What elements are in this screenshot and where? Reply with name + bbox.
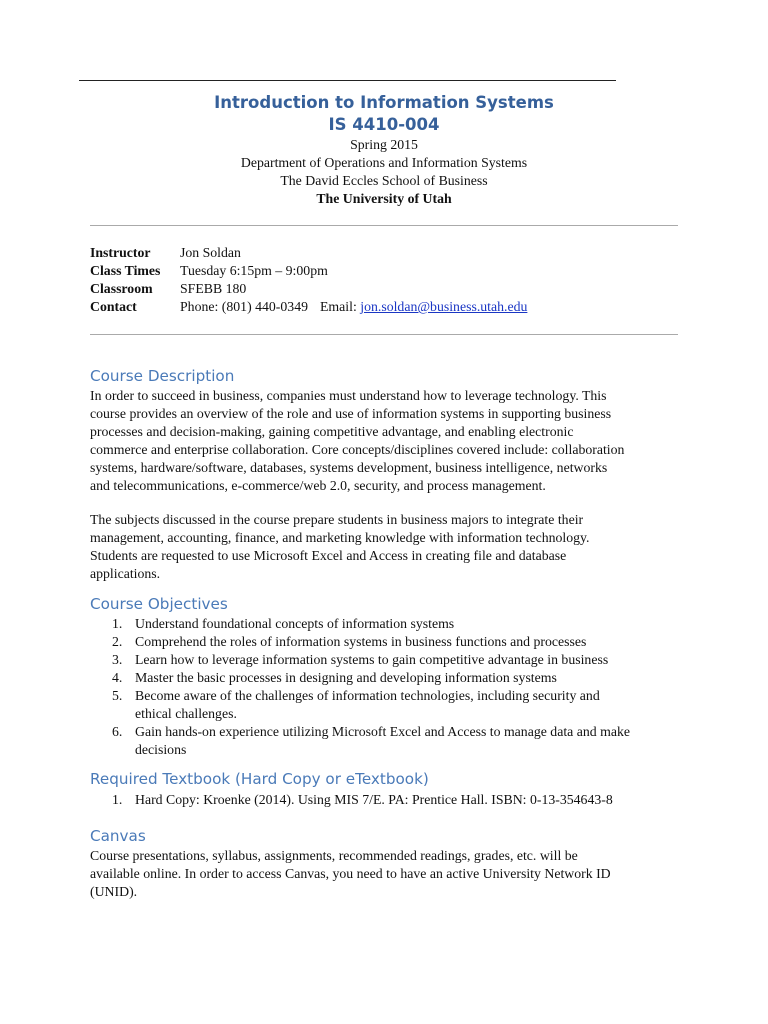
course-objectives-list — [90, 615, 630, 759]
objective-number: 4. — [112, 670, 123, 685]
course-title: Introduction to Information Systems — [214, 93, 554, 112]
text-line: commerce and enterprise collaboration. Core concepts/disciplines covered include: collaboration — [90, 442, 625, 457]
objective-text: Learn how to leverage information systems to gain competitive advantage in business — [135, 652, 609, 667]
textbook-item — [90, 791, 613, 809]
objective-text: ethical challenges. — [135, 706, 237, 721]
text-line: The subjects discussed in the course prepare students in business majors to integrate their — [90, 512, 584, 527]
info-divider — [90, 334, 678, 335]
info-row-contact — [90, 298, 527, 316]
term: Spring 2015 — [350, 137, 418, 152]
school: The David Eccles School of Business — [280, 173, 488, 188]
info-row-classroom — [90, 280, 527, 298]
university: The University of Utah — [316, 191, 452, 206]
canvas-paragraph — [90, 847, 611, 901]
department: Department of Operations and Information Systems — [240, 155, 528, 170]
text-line: applications. — [90, 566, 161, 581]
classroom-label: Classroom — [90, 281, 153, 296]
canvas-heading: Canvas — [90, 827, 146, 845]
text-line: Students are requested to use Microsoft Excel and Access in creating file and database — [90, 548, 567, 563]
class-times-label: Class Times — [90, 263, 161, 278]
course-description-heading: Course Description — [90, 367, 235, 385]
text-line: In order to succeed in business, companies must understand how to leverage technology. This — [90, 388, 607, 403]
objective-number: 3. — [112, 652, 123, 667]
objective-text: Gain hands-on experience utilizing Microsoft Excel and Access to manage data and make — [135, 724, 630, 739]
text-line: course provides an overview of the role and use of information systems in supporting business — [90, 406, 612, 421]
syllabus-header — [90, 92, 678, 208]
text-line: systems, hardware/software, databases, systems development, business intelligence, networks — [90, 460, 608, 475]
email-label: Email: — [320, 299, 357, 314]
info-row-class-times — [90, 262, 527, 280]
top-rule — [79, 80, 616, 81]
objective-item — [90, 723, 630, 759]
objective-item — [90, 687, 630, 723]
textbook-heading: Required Textbook (Hard Copy or eTextbook) — [90, 770, 429, 788]
textbook-number: 1. — [112, 792, 123, 807]
objective-number: 6. — [112, 724, 123, 739]
objective-item — [90, 669, 630, 687]
text-line: management, accounting, finance, and marketing knowledge with information technology. — [90, 530, 590, 545]
course-objectives-heading: Course Objectives — [90, 595, 228, 613]
header-divider — [90, 225, 678, 226]
course-description-paragraph-1 — [90, 387, 624, 495]
objective-number: 1. — [112, 616, 123, 631]
objective-text: Comprehend the roles of information systems in business functions and processes — [135, 634, 587, 649]
course-description-paragraph-2 — [90, 511, 589, 583]
instructor-label: Instructor — [90, 245, 151, 260]
text-line: processes and decision-making, gaining competitive advantage, and enabling electronic — [90, 424, 574, 439]
text-line: Course presentations, syllabus, assignments, recommended readings, grades, etc. will be — [90, 848, 578, 863]
objective-item — [90, 651, 630, 669]
course-code: IS 4410-004 — [328, 115, 440, 134]
text-line: (UNID). — [90, 884, 138, 899]
text-line: and telecommunications, e-commerce/web 2.0, security, and process management. — [90, 478, 546, 493]
class-times-value: Tuesday 6:15pm – 9:00pm — [180, 263, 328, 278]
email-link[interactable]: jon.soldan@business.utah.edu — [360, 299, 528, 314]
instructor-value: Jon Soldan — [180, 245, 241, 260]
objective-number: 2. — [112, 634, 123, 649]
objective-text: Understand foundational concepts of information systems — [135, 616, 455, 631]
textbook-list — [90, 791, 613, 809]
classroom-value: SFEBB 180 — [180, 281, 247, 296]
textbook-text: Hard Copy: Kroenke (2014). Using MIS 7/E. PA: Prentice Hall. ISBN: 0-13-354643-8 — [135, 792, 613, 807]
instructor-info — [90, 244, 527, 316]
info-row-instructor — [90, 244, 527, 262]
contact-label: Contact — [90, 299, 137, 314]
objective-text: Master the basic processes in designing and developing information systems — [135, 670, 557, 685]
phone-text: Phone: (801) 440-0349 — [180, 299, 308, 314]
objective-item — [90, 615, 630, 633]
objective-text: Become aware of the challenges of information technologies, including security and — [135, 688, 600, 703]
objective-number: 5. — [112, 688, 123, 703]
objective-text: decisions — [135, 742, 187, 757]
text-line: available online. In order to access Canvas, you need to have an active University Network ID — [90, 866, 611, 881]
objective-item — [90, 633, 630, 651]
